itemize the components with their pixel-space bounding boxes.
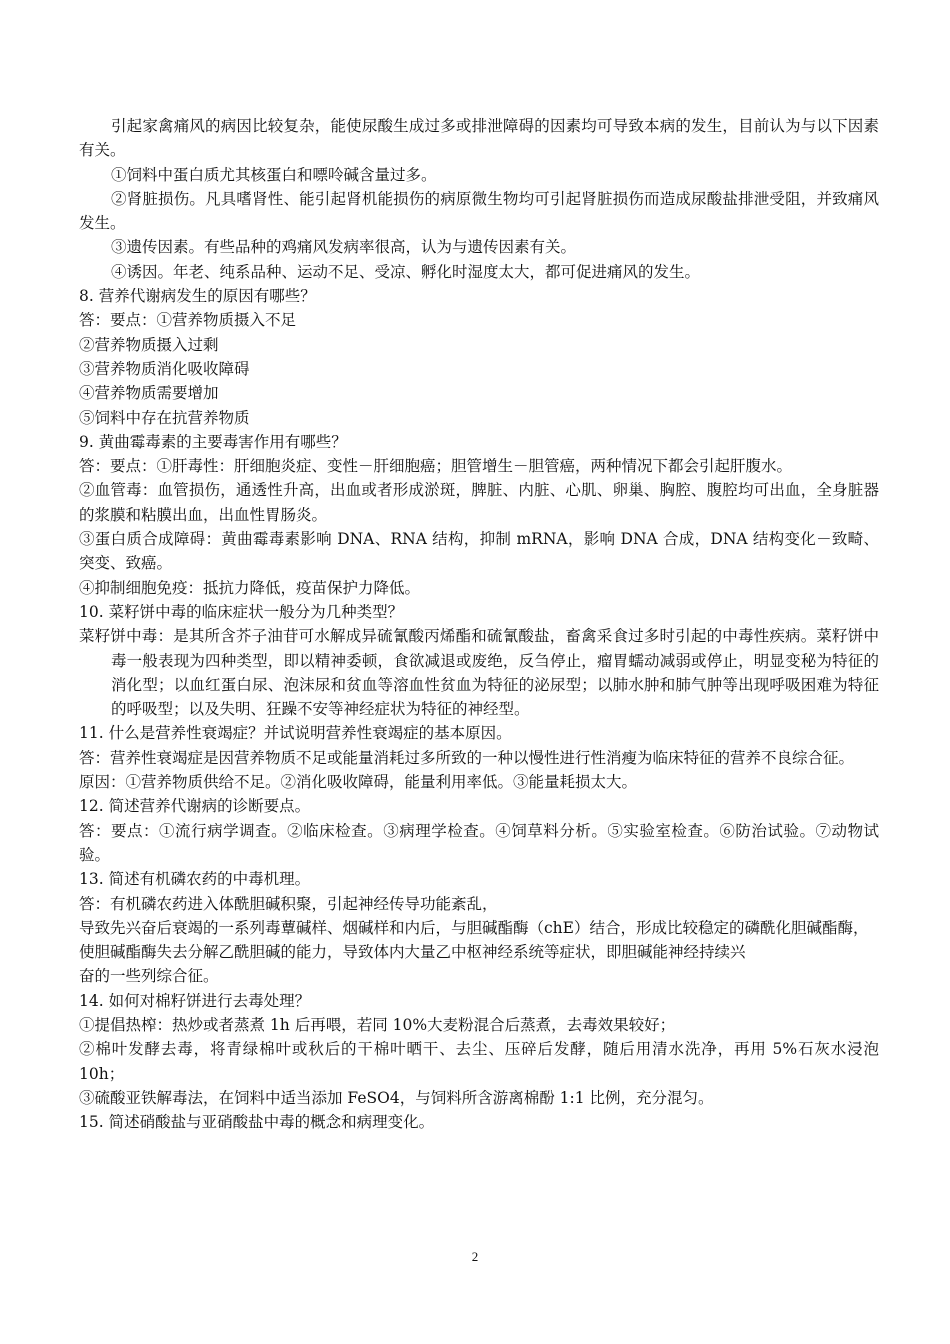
answer-14-item-2: ②棉叶发酵去毒，将青绿棉叶或秋后的干棉叶晒干、去尘、压碎后发酵，随后用清水洗净，再用 5%石灰水浸泡 10h；	[79, 1040, 879, 1083]
answer-8-line-3: ③营养物质消化吸收障碍	[79, 359, 250, 378]
answer-13-line-1: 答：有机磷农药进入体酰胆碱积聚，引起神经传导功能紊乱，	[79, 894, 498, 913]
answer-8-line-4: ④营养物质需要增加	[79, 384, 219, 403]
question-11: 11. 什么是营养性衰竭症？并试说明营养性衰竭症的基本原因。	[79, 724, 512, 743]
question-8: 8. 营养代谢病发生的原因有哪些？	[79, 287, 316, 306]
answer-12: 答：要点：①流行病学调查。②临床检查。③病理学检查。④饲草料分析。⑤实验室检查。⑥防治试验。⑦动物试验。	[79, 821, 879, 864]
answer-9-item-1: 答：要点：①肝毒性：肝细胞炎症、变性－肝细胞癌；胆管增生－胆管癌，两种情况下都会引起肝腹水。	[79, 457, 793, 476]
answer-9-item-4: ④抑制细胞免疫：抵抗力降低，疫苗保护力降低。	[79, 578, 421, 597]
answer-9-item-2: ②血管毒：血管损伤，通透性升高，出血或者形成淤斑，脾脏、内脏、心肌、卵巢、胸腔、腹腔均可出血，全身脏器的浆膜和粘膜出血，出血性胃肠炎。	[79, 481, 879, 524]
answer-8-line-5: ⑤饲料中存在抗营养物质	[79, 408, 250, 427]
answer-9-item-3: ③蛋白质合成障碍：黄曲霉毒素影响 DNA、RNA 结构，抑制 mRNA，影响 DNA 合成，DNA 结构变化－致畸、突变、致癌。	[79, 530, 879, 573]
cause-item-4: ④诱因。年老、纯系品种、运动不足、受凉、孵化时湿度太大，都可促进痛风的发生。	[111, 262, 701, 281]
question-10: 10. 菜籽饼中毒的临床症状一般分为几种类型？	[79, 602, 404, 621]
question-15: 15. 简述硝酸盐与亚硝酸盐中毒的概念和病理变化。	[79, 1113, 435, 1132]
answer-13-line-4: 奋的一些列综合征。	[79, 967, 219, 986]
question-12: 12. 简述营养代谢病的诊断要点。	[79, 797, 311, 816]
page-content	[79, 114, 879, 1134]
question-13: 13. 简述有机磷农药的中毒机理。	[79, 870, 311, 889]
cause-item-2: ②肾脏损伤。凡具嗜肾性、能引起肾机能损伤的病原微生物均可引起肾脏损伤而造成尿酸盐排泄受阻，并致痛风发生。	[79, 189, 879, 233]
answer-14-item-3: ③硫酸亚铁解毒法，在饲料中适当添加 FeSO4，与饲料所含游离棉酚 1:1 比例，充分混匀。	[79, 1088, 714, 1107]
cause-item-1: ①饲料中蛋白质尤其核蛋白和嘌呤碱含量过多。	[111, 165, 437, 184]
question-9: 9. 黄曲霉毒素的主要毒害作用有哪些？	[79, 432, 347, 451]
intro-paragraph: 引起家禽痛风的病因比较复杂，能使尿酸生成过多或排泄障碍的因素均可导致本病的发生，目前认为与以下因素有关。	[79, 117, 879, 160]
answer-10: 菜籽饼中毒：是其所含芥子油苷可水解成异硫氰酸丙烯酯和硫氰酸盐，畜禽采食过多时引起的中毒性疾病。菜籽饼中毒一般表现为四种类型，即以精神委顿，食欲减退或废绝，反刍停止，瘤胃蠕动减弱或停止，明显变秘为特征的消化型；以血红蛋白尿、泡沫尿和贫血等溶血性贫血为特征的泌尿型；以肺水肿和肺气肿等出现呼吸困难为特征的呼吸型；以及失明、狂躁不安等神经症状为特征的神经型。	[79, 627, 879, 719]
page-number: 2	[471, 1249, 479, 1264]
answer-11-definition: 答：营养性衰竭症是因营养物质不足或能量消耗过多所致的一种以慢性进行性消瘦为临床特征的营养不良综合征。	[79, 748, 855, 767]
answer-14-item-1: ①提倡热榨：热炒或者蒸煮 1h 后再喂，若同 10%大麦粉混合后蒸煮，去毒效果较好；	[79, 1015, 676, 1034]
answer-8-line-2: ②营养物质摄入过剩	[79, 335, 219, 354]
answer-8-line-1: 答：要点：①营养物质摄入不足	[79, 311, 297, 330]
cause-item-3: ③遗传因素。有些品种的鸡痛风发病率很高，认为与遗传因素有关。	[111, 238, 577, 257]
question-14: 14. 如何对棉籽饼进行去毒处理？	[79, 991, 311, 1010]
answer-13-line-3: 使胆碱酯酶失去分解乙酰胆碱的能力，导致体内大量乙中枢神经系统等症状，即胆碱能神经持续兴	[79, 943, 746, 962]
answer-13-line-2: 导致先兴奋后衰竭的一系列毒蕈碱样、烟碱样和内后，与胆碱酯酶（chE）结合，形成比较稳定的磷酰化胆碱酯酶，	[79, 918, 869, 937]
answer-11-causes: 原因：①营养物质供给不足。②消化吸收障碍，能量利用率低。③能量耗损太大。	[79, 773, 638, 792]
